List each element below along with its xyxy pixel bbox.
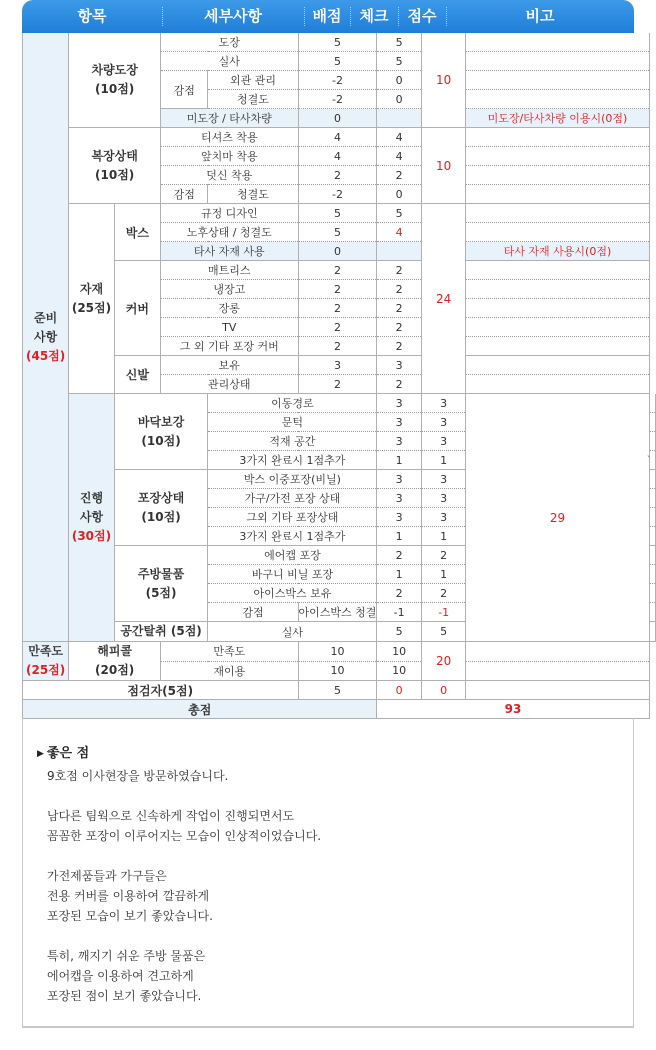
deduct-label: 감점 <box>161 185 208 204</box>
score-inspector: 0 <box>421 681 466 700</box>
note-cell: 타사 자재 사용시(0점) <box>466 242 649 261</box>
alloc-cell: 0 <box>298 242 377 261</box>
note-cell <box>649 527 656 546</box>
detail-cell: 바구니 비닐 포장 <box>208 565 377 584</box>
check-cell: 1 <box>421 565 466 584</box>
group-odor: 공간탈취 (5점) <box>114 622 208 642</box>
detail-cell: 도장 <box>161 33 299 52</box>
detail-cell: 적재 공간 <box>208 432 377 451</box>
score-satisfaction: 20 <box>421 642 466 681</box>
table-header <box>22 0 634 33</box>
score-material: 24 <box>421 204 466 394</box>
note-cell <box>649 470 656 489</box>
alloc-cell: 2 <box>298 318 377 337</box>
detail-cell: 박스 이중포장(비닐) <box>208 470 377 489</box>
group-attire: 복장상태 (10점) <box>69 128 161 204</box>
deduct-label: 감점 <box>161 71 208 109</box>
detail-cell: 청결도 <box>208 90 298 109</box>
detail-cell: 티셔츠 착용 <box>161 128 299 147</box>
alloc-cell: -1 <box>377 603 421 622</box>
note-cell <box>466 318 649 337</box>
note-cell <box>466 642 649 662</box>
group-packing: 포장상태 (10점) <box>114 470 208 546</box>
note-cell <box>466 661 649 681</box>
check-cell: 3 <box>377 356 421 375</box>
group-kitchen: 주방물품 (5점) <box>114 546 208 622</box>
alloc-cell: 5 <box>298 52 377 71</box>
note-cell <box>466 356 649 375</box>
alloc-cell: 2 <box>298 166 377 185</box>
detail-cell: 노후상태 / 청결도 <box>161 223 299 242</box>
group-happycall: 해피콜 (20점) <box>69 642 161 681</box>
detail-cell: 미도장 / 타사차량 <box>161 109 299 128</box>
alloc-cell: 2 <box>298 337 377 356</box>
review-line: 포장된 모습이 보기 좋았습니다. <box>47 909 213 923</box>
detail-cell: 아이스박스 보유 <box>208 584 377 603</box>
check-cell: 2 <box>377 318 421 337</box>
note-cell <box>649 413 656 432</box>
subgroup-cover: 커버 <box>114 261 160 356</box>
note-cell <box>466 90 649 109</box>
alloc-cell: 10 <box>298 661 377 681</box>
note-cell <box>649 394 656 413</box>
check-cell: 2 <box>377 299 421 318</box>
check-cell: 5 <box>377 52 421 71</box>
table-row <box>23 394 656 413</box>
alloc-cell: 5 <box>298 681 377 700</box>
detail-cell: 아이스박스 청결 <box>298 603 377 622</box>
alloc-cell: 3 <box>298 356 377 375</box>
alloc-cell: 5 <box>298 204 377 223</box>
table-row <box>23 128 656 147</box>
note-cell <box>466 166 649 185</box>
note-cell <box>649 565 656 584</box>
check-cell: 2 <box>421 546 466 565</box>
subgroup-box: 박스 <box>114 204 160 261</box>
detail-cell: 3가지 완료시 1점추가 <box>208 451 377 470</box>
note-cell <box>466 280 649 299</box>
table-row <box>23 642 656 662</box>
detail-cell: 실사 <box>161 52 299 71</box>
check-cell: 2 <box>377 261 421 280</box>
check-cell: 3 <box>421 508 466 527</box>
note-cell: ` <box>649 451 656 470</box>
score-vehicle: 10 <box>421 33 466 128</box>
note-cell <box>466 185 649 204</box>
header-score: 점수 <box>407 7 437 25</box>
detail-cell: 3가지 완료시 1점추가 <box>208 527 377 546</box>
note-cell: 미도장/타사차량 이용시(0점) <box>466 109 649 128</box>
alloc-cell: 0 <box>298 109 377 128</box>
header-alloc: 배점 <box>312 7 342 25</box>
alloc-cell: 1 <box>377 451 421 470</box>
deduct-label: 감점 <box>208 603 298 622</box>
note-cell <box>649 546 656 565</box>
note-cell <box>466 204 649 223</box>
note-cell <box>466 52 649 71</box>
note-cell <box>466 33 649 52</box>
check-cell: 5 <box>377 33 421 52</box>
alloc-cell: -2 <box>298 90 377 109</box>
note-cell <box>466 681 649 700</box>
check-cell: 1 <box>421 527 466 546</box>
check-cell: 5 <box>421 622 466 642</box>
check-cell: 3 <box>421 394 466 413</box>
alloc-cell: 5 <box>298 33 377 52</box>
note-cell <box>649 603 656 622</box>
alloc-cell: 2 <box>298 299 377 318</box>
review-title: ▶ 좋은 점 <box>37 746 90 761</box>
detail-cell: 청결도 <box>208 185 298 204</box>
review-line: 가전제품들과 가구들은 <box>47 869 167 883</box>
alloc-cell: 2 <box>298 261 377 280</box>
review-line: 포장된 점이 보기 좋았습니다. <box>47 989 202 1003</box>
note-cell <box>466 147 649 166</box>
detail-cell: 앞치마 착용 <box>161 147 299 166</box>
check-cell: -1 <box>421 603 466 622</box>
note-cell <box>466 337 649 356</box>
detail-cell: TV <box>161 318 299 337</box>
check-cell: 4 <box>377 147 421 166</box>
note-cell <box>649 584 656 603</box>
note-cell <box>466 223 649 242</box>
alloc-cell: 3 <box>377 394 421 413</box>
alloc-cell: 3 <box>377 432 421 451</box>
section-prep: 준비 사항 (45점) <box>23 33 69 642</box>
alloc-cell: 5 <box>377 622 421 642</box>
note-cell <box>649 489 656 508</box>
note-cell <box>466 128 649 147</box>
alloc-cell: 2 <box>377 584 421 603</box>
check-cell: 5 <box>377 204 421 223</box>
table-row <box>23 261 656 280</box>
check-cell: 2 <box>377 166 421 185</box>
table-row <box>23 33 656 52</box>
check-cell: 2 <box>421 584 466 603</box>
check-cell: 0 <box>377 90 421 109</box>
check-cell: 3 <box>421 413 466 432</box>
check-cell: 2 <box>377 337 421 356</box>
group-floor: 바닥보강 (10점) <box>114 394 208 470</box>
detail-cell: 에어캡 포장 <box>208 546 377 565</box>
note-cell <box>649 508 656 527</box>
table-row <box>23 204 656 223</box>
review-line: 꼼꼼한 포장이 이루어지는 모습이 인상적이었습니다. <box>47 829 322 843</box>
review-body <box>47 766 617 1026</box>
alloc-cell: 2 <box>298 280 377 299</box>
section-satisfaction: 만족도 (25점) <box>23 642 69 681</box>
check-cell: 4 <box>377 223 421 242</box>
score-progress: 29 <box>466 394 649 642</box>
review-line: 9호점 이사현장을 방문하였습니다. <box>47 769 229 783</box>
total-label: 총점 <box>23 700 377 719</box>
review-line: 남다른 팀웍으로 신속하게 작업이 진행되면서도 <box>47 809 295 823</box>
detail-cell: 타사 자재 사용 <box>161 242 299 261</box>
alloc-cell: 10 <box>298 642 377 662</box>
header-check: 체크 <box>359 7 389 25</box>
detail-cell: 외관 관리 <box>208 71 298 90</box>
alloc-cell: 2 <box>298 375 377 394</box>
review-line: 특히, 깨지기 쉬운 주방 물품은 <box>47 949 206 963</box>
check-cell <box>377 242 421 261</box>
alloc-cell: 1 <box>377 565 421 584</box>
header-note: 비고 <box>525 7 555 25</box>
detail-cell: 그 외 기타 포장 커버 <box>161 337 299 356</box>
alloc-cell: 3 <box>377 413 421 432</box>
detail-cell: 규정 디자인 <box>161 204 299 223</box>
detail-cell: 이동경로 <box>208 394 377 413</box>
detail-cell: 그외 기타 포장상태 <box>208 508 377 527</box>
check-cell: 2 <box>377 375 421 394</box>
group-material: 자재 (25점) <box>69 204 114 394</box>
total-value: 93 <box>377 700 649 719</box>
check-cell: 2 <box>377 280 421 299</box>
check-cell: 10 <box>377 661 421 681</box>
section-progress: 진행 사항 (30점) <box>69 394 114 642</box>
alloc-cell: -2 <box>298 71 377 90</box>
check-cell: 3 <box>421 470 466 489</box>
detail-cell: 관리상태 <box>161 375 299 394</box>
note-cell <box>466 261 649 280</box>
alloc-cell: 4 <box>298 147 377 166</box>
check-cell: 3 <box>421 489 466 508</box>
review-line: 에어캡을 이용하여 견고하게 <box>47 969 194 983</box>
check-cell: 4 <box>377 128 421 147</box>
review-line: 전용 커버를 이용하여 깔끔하게 <box>47 889 210 903</box>
detail-cell: 냉장고 <box>161 280 299 299</box>
header-detail: 세부사항 <box>204 7 262 25</box>
check-cell: 3 <box>421 432 466 451</box>
check-cell: 0 <box>377 185 421 204</box>
header-item: 항목 <box>77 7 107 25</box>
detail-cell: 재이용 <box>161 661 299 681</box>
triangle-icon: ▶ <box>37 749 44 759</box>
alloc-cell: 4 <box>298 128 377 147</box>
check-cell: 10 <box>377 642 421 662</box>
inspector-label: 점검자(5점) <box>23 681 299 700</box>
detail-cell: 매트리스 <box>161 261 299 280</box>
alloc-cell: 1 <box>377 527 421 546</box>
check-cell: 0 <box>377 71 421 90</box>
check-cell <box>377 109 421 128</box>
detail-cell: 보유 <box>161 356 299 375</box>
alloc-cell: 2 <box>377 546 421 565</box>
note-cell <box>466 375 649 394</box>
note-cell <box>466 299 649 318</box>
check-cell: 0 <box>377 681 421 700</box>
review-box <box>22 718 634 1028</box>
subgroup-shoes: 신발 <box>114 356 160 394</box>
score-attire: 10 <box>421 128 466 204</box>
detail-cell: 덧신 착용 <box>161 166 299 185</box>
detail-cell: 실사 <box>208 622 377 642</box>
detail-cell: 장롱 <box>161 299 299 318</box>
alloc-cell: 3 <box>377 508 421 527</box>
alloc-cell: 3 <box>377 489 421 508</box>
detail-cell: 가구/가전 포장 상태 <box>208 489 377 508</box>
table-row <box>23 700 656 719</box>
group-vehicle: 차량도장 (10점) <box>69 33 161 128</box>
check-cell: 1 <box>421 451 466 470</box>
detail-cell: 문턱 <box>208 413 377 432</box>
alloc-cell: -2 <box>298 185 377 204</box>
table-row <box>23 356 656 375</box>
detail-cell: 만족도 <box>161 642 299 662</box>
alloc-cell: 3 <box>377 470 421 489</box>
alloc-cell: 5 <box>298 223 377 242</box>
note-cell <box>466 71 649 90</box>
note-cell <box>649 432 656 451</box>
evaluation-table <box>22 33 656 719</box>
table-row <box>23 681 656 700</box>
note-cell <box>649 622 656 642</box>
